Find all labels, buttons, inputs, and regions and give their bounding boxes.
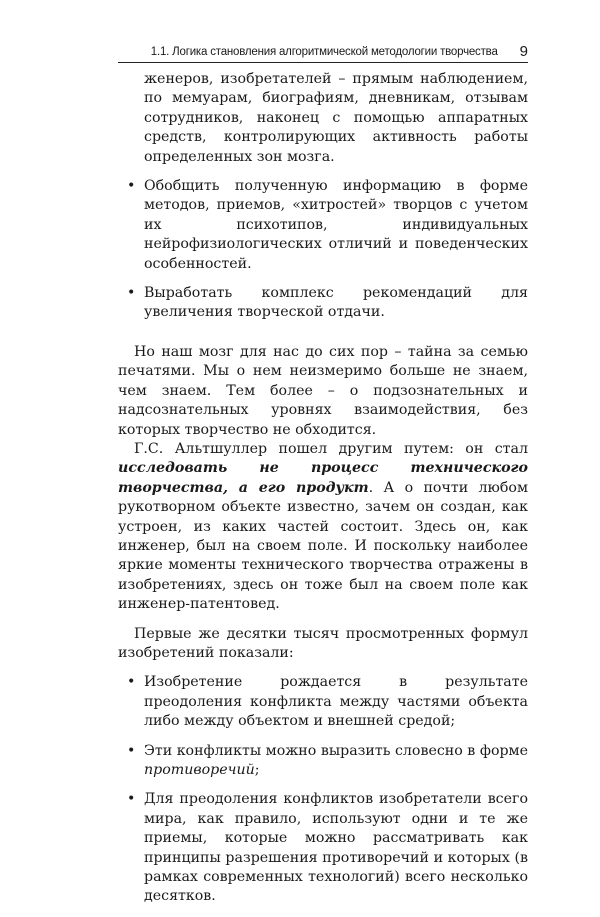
- paragraph-text: . А о почти любом рукотворном объекте известно, зачем он создан, как устроен, из каких частей состоит. Здесь он, как инженер, был на своем поле. И поскольку наиболее яркие моменты технического творчества отражены в изобретениях, здесь он тоже был на своем поле как инженер-патентовед.: [118, 479, 528, 613]
- bullet-list-2: [118, 673, 528, 906]
- emphasis-text: исследовать не процесс технического творчества, а его продукт: [118, 460, 528, 496]
- list-item-text: Эти конфликты можно выразить словесно в форме: [144, 742, 528, 759]
- page-number: 9: [519, 43, 528, 60]
- page-body: [118, 70, 528, 917]
- running-title: 1.1. Логика становления алгоритмической методологии творчества: [150, 46, 498, 58]
- list-item: [118, 790, 528, 906]
- paragraph-altshuller: [118, 440, 528, 615]
- bullet-icon: •: [127, 674, 136, 691]
- list-item-text: Изобретение рождается в результате преодоления конфликта между частями объекта либо между объектом и внешней средой;: [144, 674, 528, 730]
- list-item-text: Выработать комплекс рекомендаций для увеличения творческой отдачи.: [144, 285, 528, 321]
- list-item-continuation: женеров, изобретателей – прямым наблюдением, по мемуарам, биографиям, дневникам, отзывам сотрудников, наконец с помощью аппаратных средств, контролирующих активность работы определенных зон мозга.: [144, 71, 528, 165]
- list-item: [118, 177, 528, 274]
- paragraph-text: Г.С. Альтшуллер пошел другим путем: он стал: [134, 440, 528, 457]
- paragraph-brain-mystery: Но наш мозг для нас до сих пор – тайна за семью печатями. Мы о нем неизмеримо больше не знаем, чем знаем. Тем более – о подзознательных и надсознательных уровнях взаимодействия, без которых творчество не обходится.: [118, 343, 528, 438]
- list-item-text: Для преодоления конфликтов изобретатели всего мира, как правило, используют одни и те же приемы, которые можно рассматривать как принципы разрешения противоречий и которых (в рамках современных технологий) всего несколько десятков.: [144, 791, 528, 905]
- running-header: [118, 40, 528, 63]
- italic-term: противоречий: [144, 762, 255, 778]
- list-item-text: ;: [254, 762, 260, 778]
- list-item: [118, 673, 528, 731]
- bullet-icon: •: [127, 742, 136, 759]
- bullet-icon: •: [127, 791, 136, 808]
- bullet-icon: •: [127, 285, 136, 302]
- list-item-text: Обобщить полученную информацию в форме методов, приемов, «хитростей» творцов с учетом их психотипов, индивидуальных нейрофизиологических отличий и поведенческих особенностей.: [144, 178, 528, 272]
- bullet-icon: •: [127, 178, 136, 195]
- list-item: [118, 742, 528, 781]
- paragraph-first-formulas: Первые же десятки тысяч просмотренных формул изобретений показали:: [118, 625, 528, 661]
- bullet-list-1: [118, 177, 528, 323]
- list-item: [118, 284, 528, 323]
